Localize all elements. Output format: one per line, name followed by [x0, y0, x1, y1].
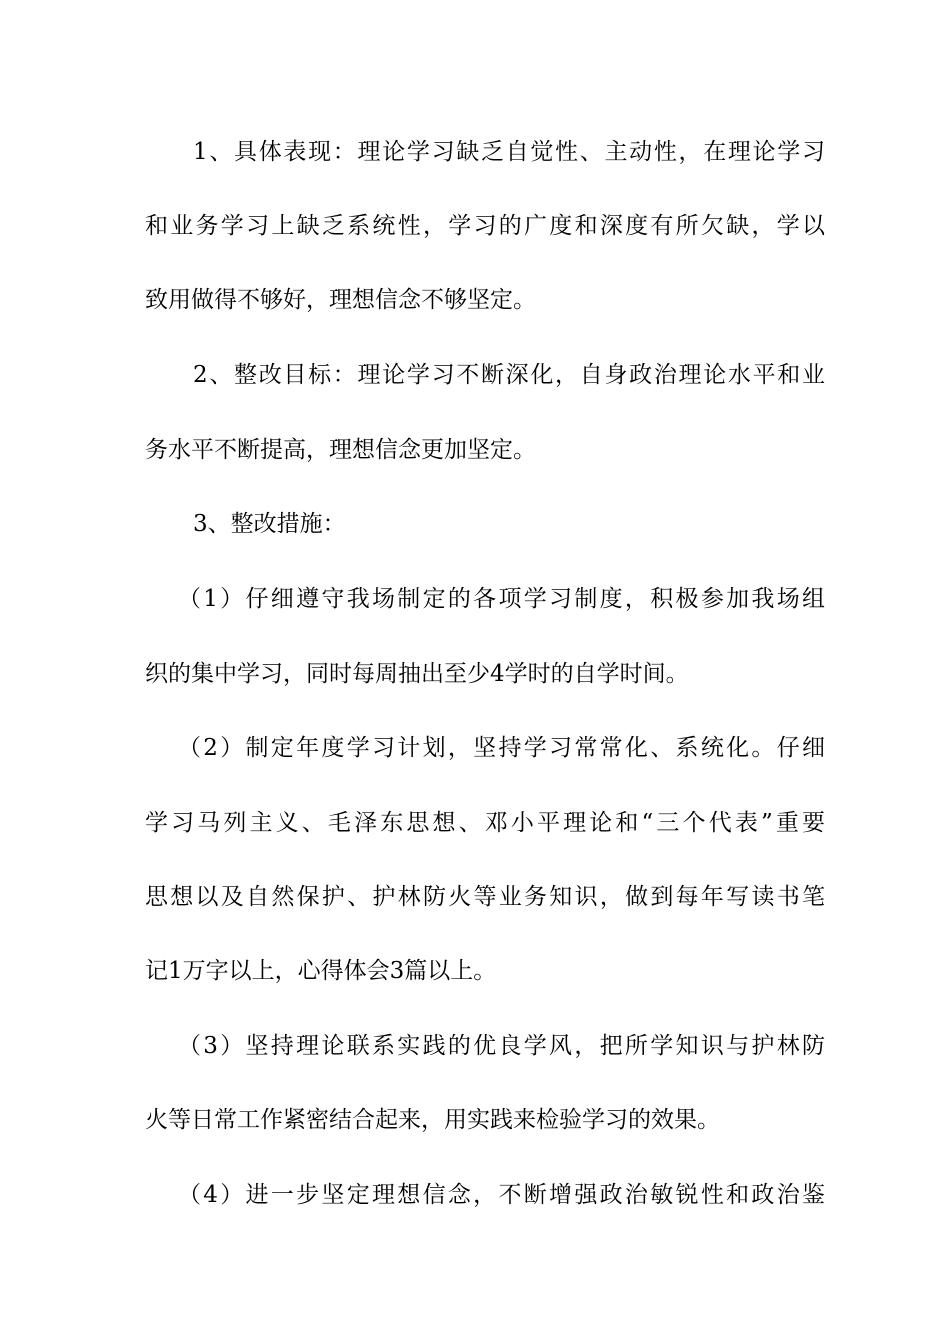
- paragraph-6-line-2: 火等日常工作紧密结合起来，用实践来检验学习的效果。: [145, 1107, 720, 1133]
- paragraph-7-line-1: （4）进一步坚定理想信念，不断增强政治敏锐性和政治鉴: [178, 1182, 825, 1208]
- paragraph-4-line-2: 织的集中学习，同时每周抽出至少4学时的自学时间。: [145, 661, 689, 687]
- paragraph-5-line-4: 记1万字以上，心得体会3篇以上。: [145, 958, 497, 984]
- paragraph-1-line-3: 致用做得不够好，理想信念不够坚定。: [145, 287, 536, 313]
- paragraph-4-line-1: （1）仔细遵守我场制定的各项学习制度，积极参加我场组: [178, 586, 825, 612]
- paragraph-5-line-3: 思想以及自然保护、护林防火等业务知识，做到每年写读书笔: [145, 884, 825, 910]
- paragraph-1-line-1: 1、具体表现：理论学习缺乏自觉性、主动性，在理论学习: [193, 139, 825, 165]
- paragraph-1-line-2: 和业务学习上缺乏系统性，学习的广度和深度有所欠缺，学以: [145, 213, 825, 239]
- paragraph-2-line-1: 2、整改目标：理论学习不断深化，自身政治理论水平和业: [193, 362, 825, 388]
- paragraph-2-line-2: 务水平不断提高，理想信念更加坚定。: [145, 437, 536, 463]
- paragraph-5-line-2: 学习马列主义、毛泽东思想、邓小平理论和“三个代表”重要: [145, 810, 825, 836]
- paragraph-3-line-1: 3、整改措施：: [193, 511, 346, 537]
- paragraph-5-line-1: （2）制定年度学习计划，坚持学习常常化、系统化。仔细: [178, 735, 825, 761]
- paragraph-6-line-1: （3）坚持理论联系实践的优良学风，把所学知识与护林防: [178, 1033, 825, 1059]
